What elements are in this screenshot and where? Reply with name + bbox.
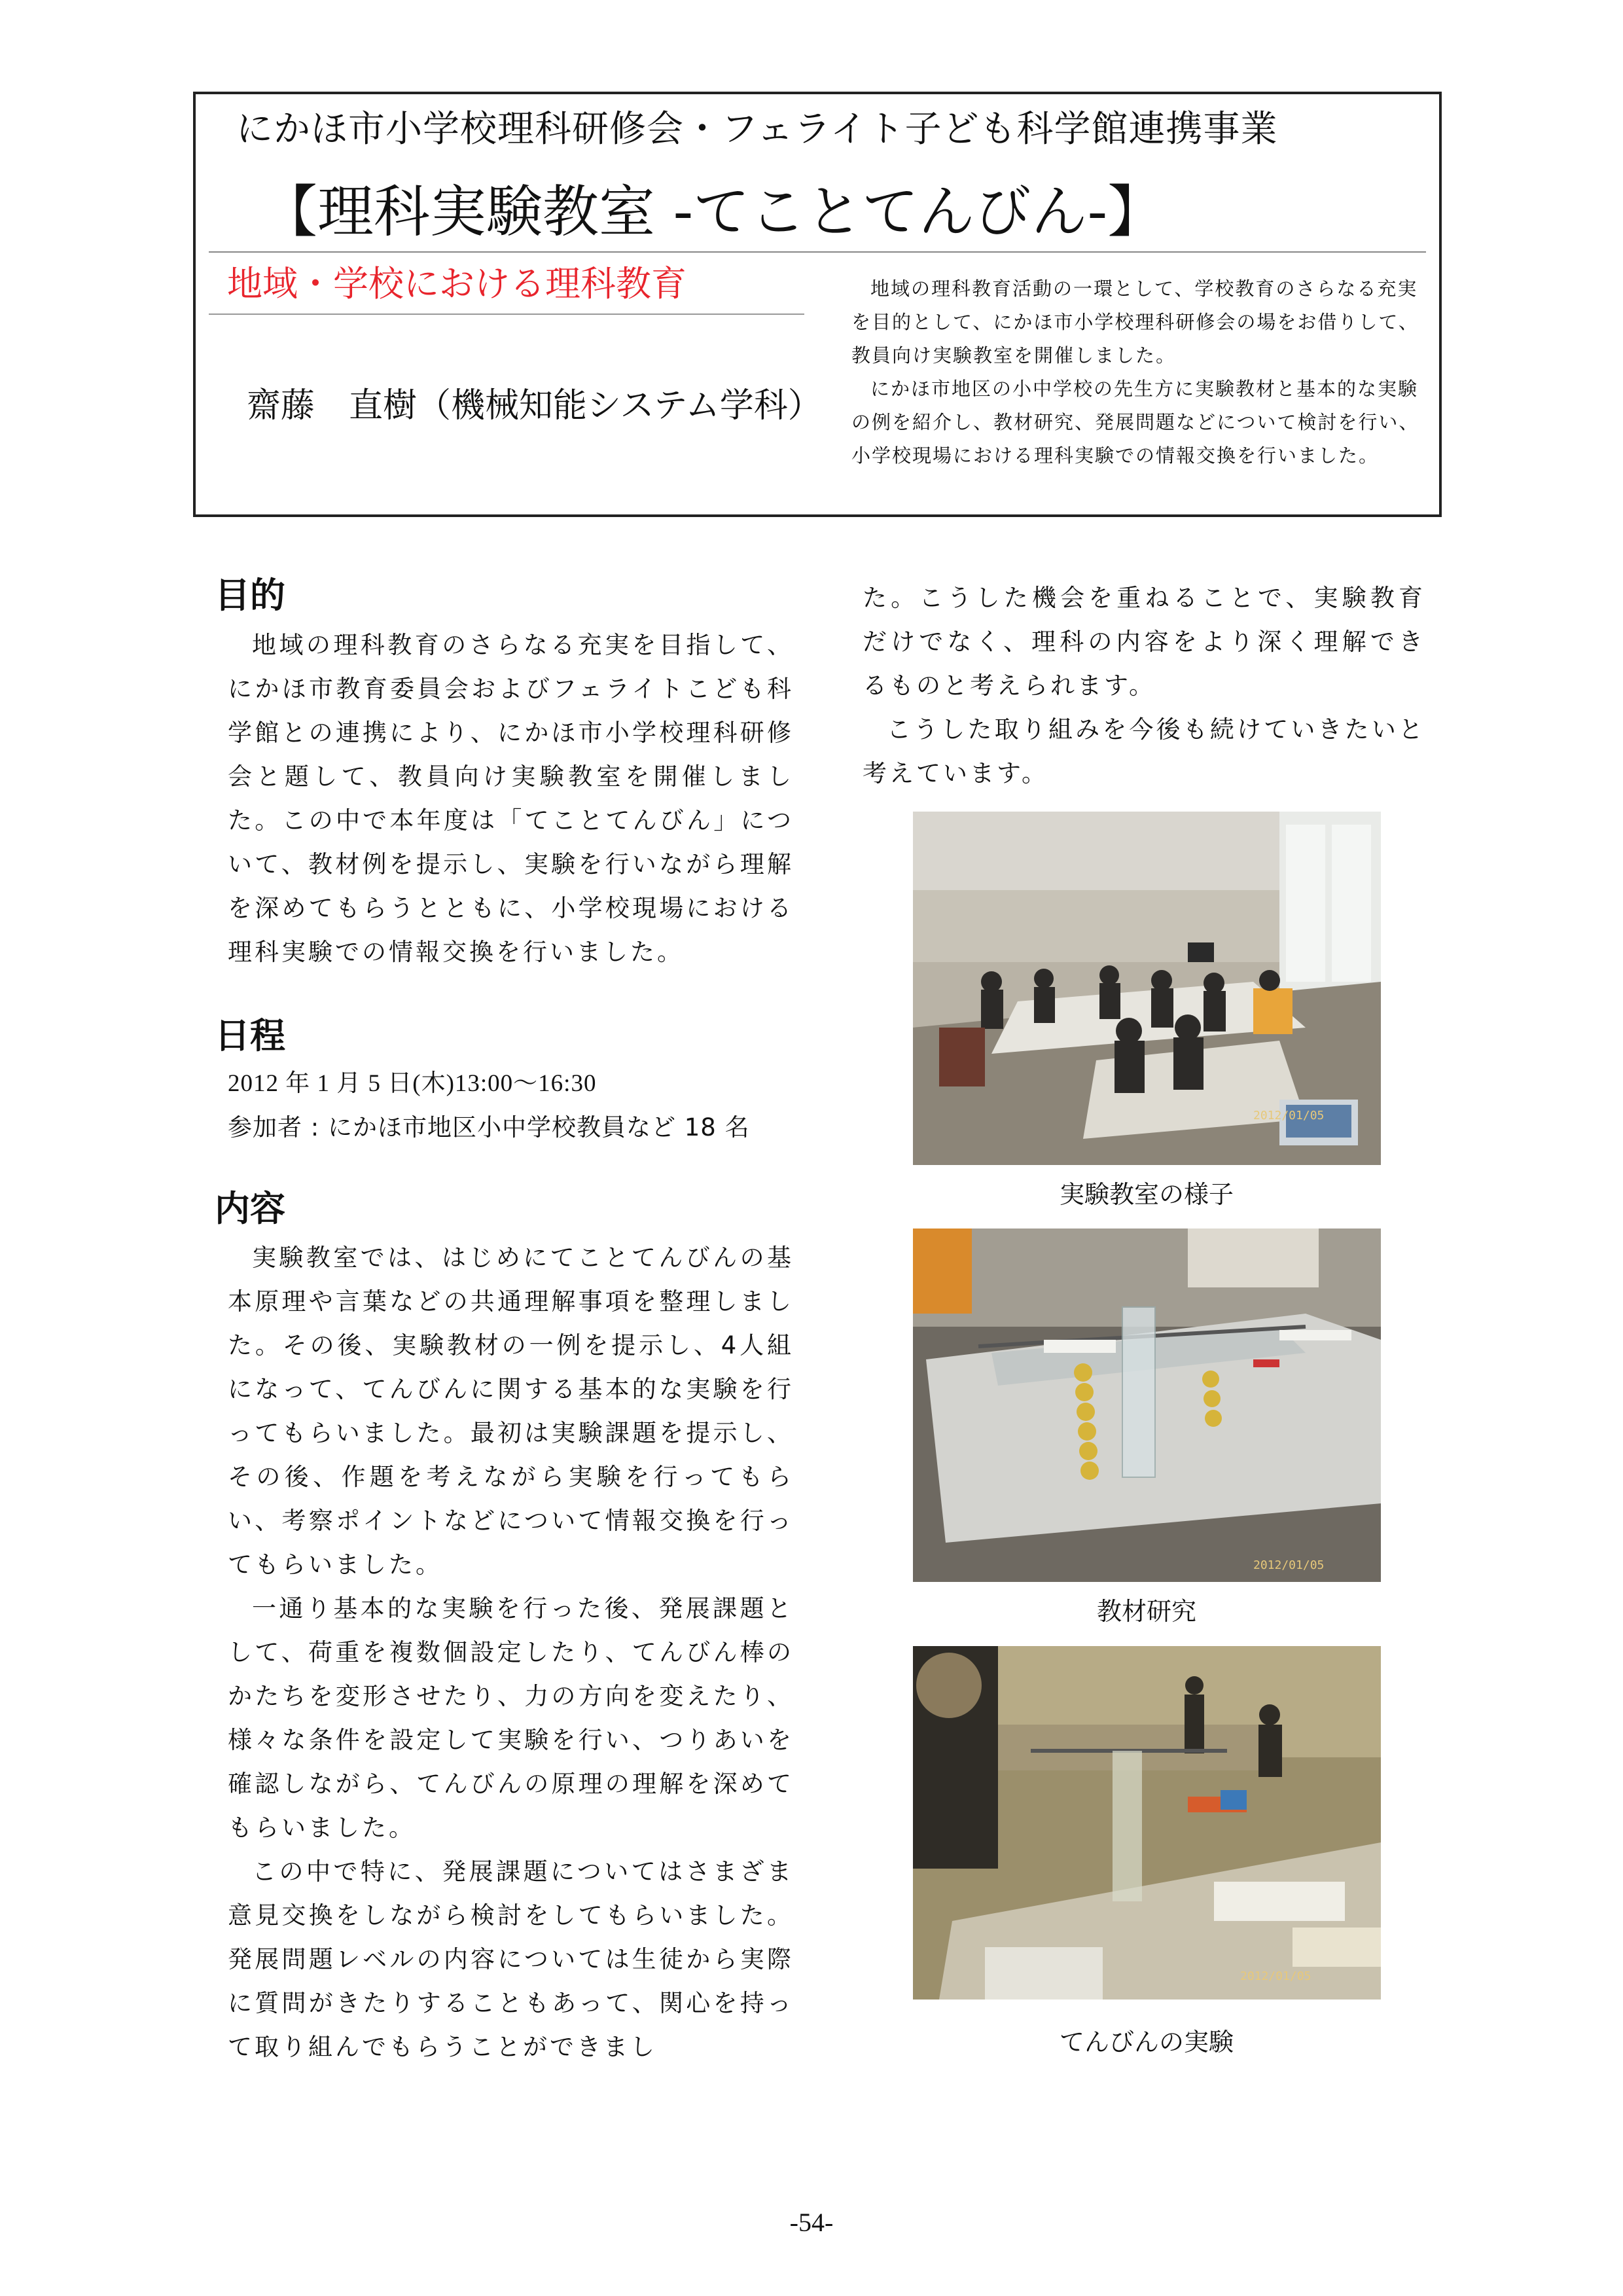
page-number: -54- xyxy=(789,2208,834,2237)
photo-classroom xyxy=(913,812,1381,1165)
content-paragraph: 一通り基本的な実験を行った後、発展課題として、荷重を複数個設定したり、てんびん棒のかたちを変形させたり、力の方向を変えたり、様々な条件を設定して実験を行い、つりあいを確認しながら、てんびんの原理の理解を深めてもらいました。 xyxy=(228,1594,794,1842)
photo-datestamp: 2012/01/05 xyxy=(1240,1969,1311,1983)
purpose-paragraph: 地域の理科教育のさらなる充実を目指して、にかほ市教育委員会およびフェライトこども科学館との連携により、にかほ市小学校理科研修会と題して、教員向け実験教室を開催しました。この中で本年度は「てことてんびん」について、教材例を提示し、実験を行いながら理解を深めてもらうとともに、小学校現場における理科実験での情報交換を行いました。 xyxy=(228,631,794,966)
photo-caption: てんびんの実験 xyxy=(1059,2028,1234,2056)
photo-datestamp: 2012/01/05 xyxy=(1253,1558,1325,1572)
subtitle-rule xyxy=(209,314,804,315)
content-paragraph: 実験教室では、はじめにてことてんびんの基本原理や言葉などの共通理解事項を整理しました。その後、実験教材の一例を提示し、4人組になって、てんびんに関する基本的な実験を行ってもらいました。最初は実験課題を提示し、その後、作題を考えながら実験を行ってもらい、考察ポイントなどについて情報交換を行ってもらいました。 xyxy=(228,1244,794,1579)
purpose-heading: 目的 xyxy=(215,575,285,616)
content-paragraph: この中で特に、発展課題についてはさまざま意見交換をしながら検討をしてもらいました。発展問題レベルの内容については生徒から実際に質問がきたりすることもあって、関心を持って取り組んでもらうことができまし xyxy=(228,1857,794,2061)
purpose-body xyxy=(228,623,794,974)
right-column-text xyxy=(863,576,1425,795)
photo-caption: 実験教室の様子 xyxy=(1059,1180,1234,1209)
header-summary xyxy=(851,272,1427,473)
author: 齋藤 直樹（機械知能システム学科） xyxy=(247,386,822,425)
photo-materials xyxy=(913,1229,1381,1582)
header-divider xyxy=(209,251,1426,253)
program-title: にかほ市小学校理科研修会・フェライト子ども科学館連携事業 xyxy=(236,108,1278,151)
subtitle: 地域・学校における理科教育 xyxy=(227,263,687,304)
content-continuation: た。こうした機会を重ねることで、実験教育だけでなく、理科の内容をより深く理解できるものと考えられます。 xyxy=(863,584,1425,700)
schedule-participants: 参加者 : にかほ市地区小中学校教員など 18 名 xyxy=(228,1113,750,1141)
photo-caption: 教材研究 xyxy=(1096,1597,1196,1626)
main-title: 【理科実験教室 -てことてんびん-】 xyxy=(261,179,1164,245)
summary-paragraph: 地域の理科教育活動の一環として、学校教育のさらなる充実を目的として、にかほ市小学校理科研修会の場をお借りして、教員向け実験教室を開催しました。 xyxy=(851,278,1419,367)
summary-paragraph: にかほ市地区の小中学校の先生方に実験教材と基本的な実験の例を紹介し、教材研究、発展問題などについて検討を行い、小学校現場における理科実験での情報交換を行いました。 xyxy=(851,378,1419,467)
content-heading: 内容 xyxy=(215,1188,285,1229)
schedule-body xyxy=(228,1062,794,1149)
schedule-date: 2012 年 1 月 5 日(木)13:00～16:30 xyxy=(228,1070,597,1097)
schedule-heading: 日程 xyxy=(215,1015,285,1056)
header-box xyxy=(193,92,1442,517)
photo-datestamp: 2012/01/05 xyxy=(1253,1109,1325,1122)
photo-balance-experiment xyxy=(913,1646,1381,2000)
content-paragraph: こうした取り組みを今後も続けていきたいと考えています。 xyxy=(863,715,1425,787)
content-body xyxy=(228,1236,794,2069)
